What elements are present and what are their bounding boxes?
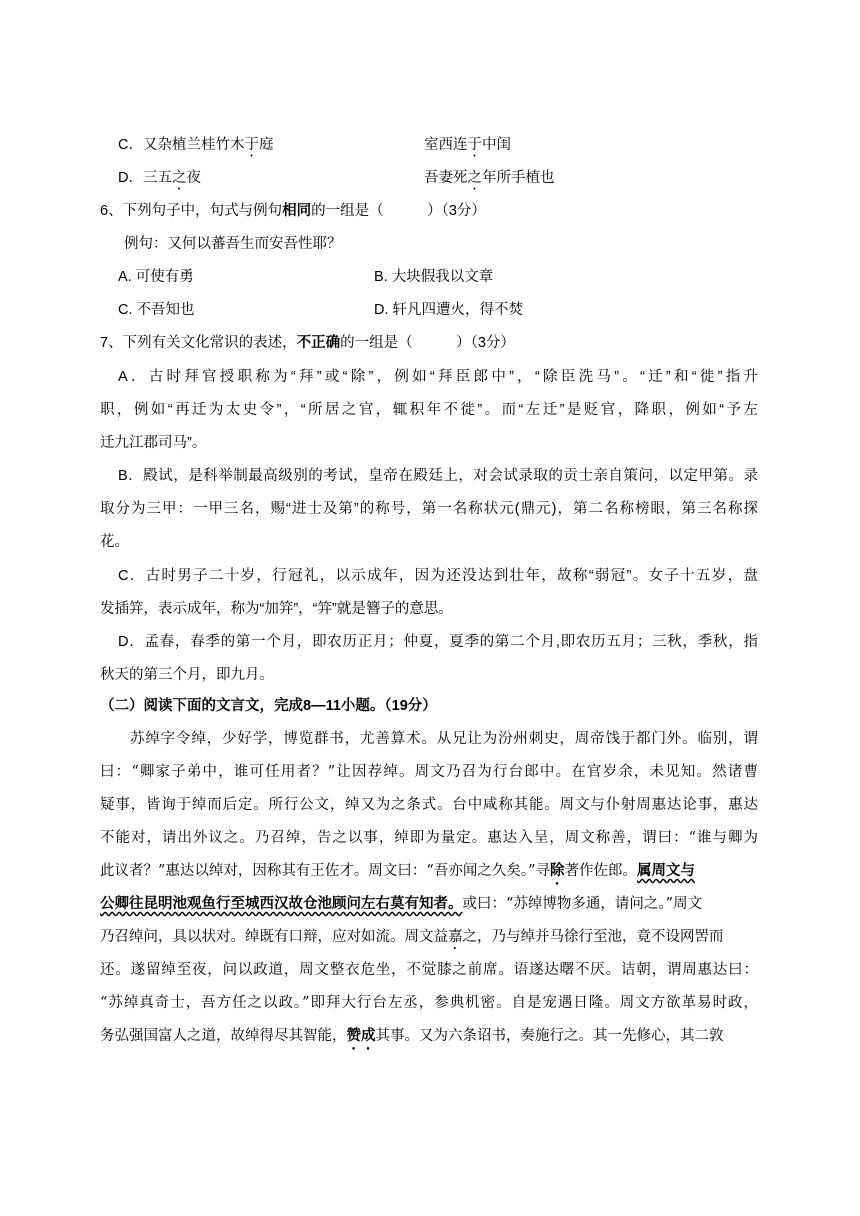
passage-line-10: [100, 1026, 724, 1053]
q5-option-c-left-text: C．又杂植兰桂竹木: [118, 137, 245, 153]
passage-line-7-a: 乃召绰问，具以状对。绰既有口辩，应对如流。周文益: [100, 929, 448, 945]
q7-stem-a: 7、下列有关文化常识的表述，: [100, 335, 297, 351]
section2-heading: （二）阅读下面的文言文，完成8—11小题。（19分）: [100, 698, 437, 714]
passage-line-8: 还。遂留绰至夜，问以政道，周文整衣危坐，不觉膝之前席。语遂达曙不厌。诘朝，谓周惠达曰：: [100, 962, 758, 978]
passage-line-9: “苏绰真奇士，吾方任之以政。”即拜大行台左丞，参典机密。自是宠遇日隆。周文方欲革易时政，: [100, 995, 758, 1011]
q7-option-d-line1: D．孟春，春季的第一个月，即农历正月；仲夏，夏季的第二个月,即农历五月；三秋，季秋，指: [118, 634, 758, 650]
q6-stem: [100, 201, 486, 221]
passage-line-5-b: 著作佐郎。: [564, 863, 637, 879]
q7-option-b-line1: B．殿试，是科举制最高级别的考试，皇帝在殿廷上，对会试录取的贡士亲自策问，以定甲第。录: [118, 468, 758, 484]
passage-line-5: [100, 861, 758, 888]
q6-stem-b: 的一组是（ ）（3分）: [311, 203, 486, 219]
q5-option-d-left-dotted: 之: [171, 170, 187, 186]
q7-option-b-line2: 取分为三甲：一甲三名，赐“进士及第”的称号，第一名称状元(鼎元)，第二名称榜眼，第三名称探: [100, 501, 758, 517]
q5-option-d-right-b: 年所手植也: [482, 170, 555, 186]
passage-line-2: 曰：“卿家子弟中，谁可任用者？”让因荐绰。周文乃召为行台郎中。在官岁余，未见知。然诸曹: [100, 764, 758, 780]
passage-line-10-a: 务弘强国富人之道，故绰得尽其智能，: [100, 1028, 347, 1044]
passage-line-5-a: 此议者？”惠达以绰对，因称其有王佐才。周文曰：“吾亦闻之久矣。”寻: [100, 863, 550, 879]
q7-option-a-line1: A．古时拜官授职称为“拜”或“除”，例如“拜臣郎中”，“除臣洗马”。“迁”和“徙”指升: [118, 369, 758, 385]
passage-line-7: [100, 927, 724, 953]
q5-option-d-left-b: 夜: [186, 170, 201, 186]
q6-option-c: C. 不吾知也: [118, 302, 195, 318]
passage-line-4: 不能对，请出外议之。乃召绰，告之以事，绰即为量定。惠达入呈，周文称善，谓曰：“谁与卿为: [100, 830, 758, 846]
q6-option-b: B. 大块假我以文章: [374, 269, 494, 285]
q5-option-c-right-b: 中闺: [482, 137, 511, 153]
q7-option-a-line3: 迁九江郡司马”。: [100, 435, 207, 451]
q5-option-c-right-dotted: 于: [467, 137, 482, 153]
q5-option-d-right-a: 吾妻死: [424, 170, 468, 186]
q7-stem-bold: 不正确: [296, 335, 341, 351]
q6-stem-bold: 相同: [282, 203, 312, 219]
q6-option-a: A. 可使有勇: [118, 269, 194, 285]
q7-stem: [100, 333, 515, 353]
q6-stem-a: 6、下列句子中，句式与例句: [100, 203, 283, 219]
passage-underlined-sentence-end: 公卿往昆明池观鱼行至城西汉故仓池顾问左右莫有知者。: [100, 895, 463, 912]
q5-option-d-right-dotted: 之: [467, 170, 482, 186]
q5-option-d-right: [424, 168, 555, 193]
q5-option-c-left-dotted: 于: [244, 137, 259, 153]
q5-option-c-right-a: 室西连: [424, 137, 468, 153]
q5-option-d-left-a: D．三五: [118, 170, 172, 186]
q7-option-a-line2: 职，例如“再迁为太史令”，“所居之官，辄积年不徙”。而“左迁”是贬官，降职，例如“予左: [100, 402, 758, 418]
passage-line-7-b: 之，乃与绰并马徐行至池，竟不设网罟而: [462, 929, 724, 945]
q7-option-c-line1: C．古时男子二十岁，行冠礼，以示成年，因为还没达到壮年，故称“弱冠”。女子十五岁，盘: [118, 568, 758, 584]
q6-option-d: D. 轩凡四遭火，得不焚: [374, 302, 524, 318]
passage-line-3: 疑事，皆询于绰而后定。所行公文，绰又为之条式。台中咸称其能。周文与仆射周惠达论事，惠达: [100, 797, 758, 813]
q5-option-c-left-end: 庭: [258, 137, 274, 153]
q7-option-b-line3: 花。: [100, 534, 129, 550]
q5-option-c-right: [424, 135, 511, 160]
passage-dotted-zancheng: 赞成: [346, 1027, 376, 1044]
passage-line-6-b: 或曰：“苏绰博物多通，请问之。”周文: [462, 896, 703, 912]
passage-line-10-b: 其事。又为六条诏书，奏施行之。其一先修心，其二敦: [375, 1028, 724, 1044]
passage-underlined-sentence-start: 属周文与: [637, 862, 695, 879]
q5-option-c-left: [118, 135, 273, 160]
q6-example: 例句：又何以蕃吾生而安吾性耶？: [124, 236, 342, 252]
q5-option-d-left: [118, 168, 201, 193]
passage-line-1: 苏绰字令绰，少好学，博览群书，尤善算术。从兄让为汾州刺史，周帝饯于都门外。临别，谓: [130, 731, 758, 747]
q7-stem-b: 的一组是（ ）（3分）: [340, 335, 515, 351]
passage-line-6: [100, 894, 702, 914]
q7-option-d-line2: 秋天的第三个月，即九月。: [100, 667, 274, 683]
q7-option-c-line2: 发插笄，表示成年，称为“加笄”，“笄”就是簪子的意思。: [100, 601, 453, 617]
passage-dotted-chu: 除: [550, 862, 565, 879]
passage-dotted-jia: 嘉: [448, 929, 463, 945]
